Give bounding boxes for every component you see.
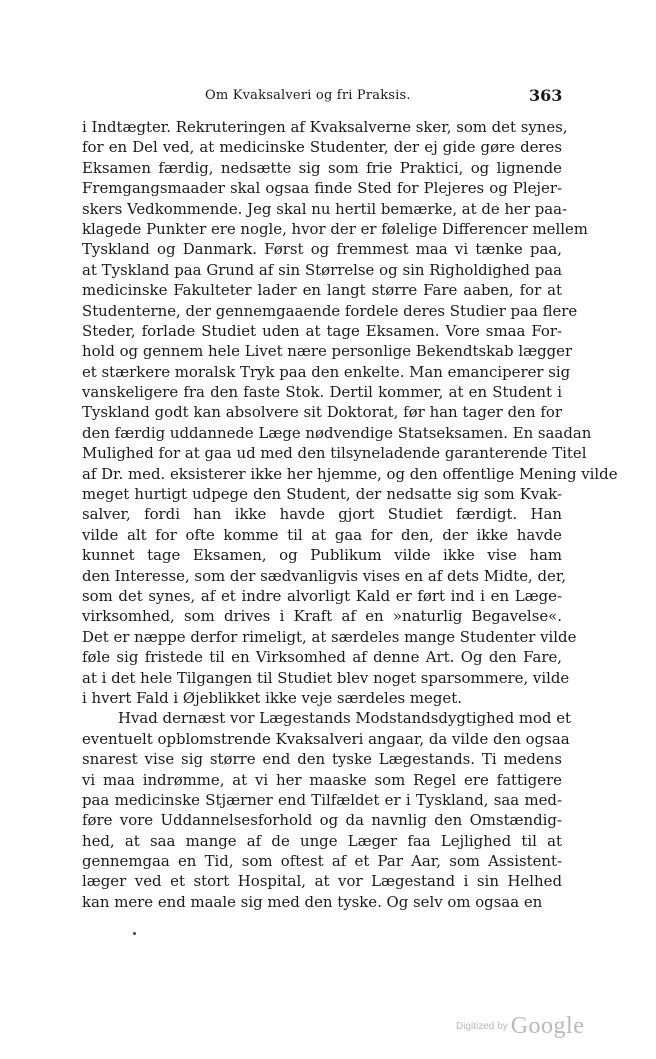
google-logo: Google <box>510 1013 585 1039</box>
text-line: føre vore Uddannelsesforhold og da navnlig den Omstændig- <box>82 811 562 830</box>
body-text <box>82 117 618 912</box>
text-line: medicinske Fakulteter lader en langt større Fare aaben, for at <box>82 281 562 300</box>
text-line: i hvert Fald i Øjeblikket ikke veje særdeles meget. <box>82 688 462 707</box>
text-line: Mulighed for at gaa ud med den tilsyneladende garanterende Titel <box>82 444 587 463</box>
text-line: kunnet tage Eksamen, og Publikum vilde ikke vise ham <box>82 546 562 565</box>
text-line: meget hurtigt udpege den Student, der nedsatte sig som Kvak- <box>82 485 562 504</box>
text-line: virksomhed, som drives i Kraft af en »naturlig Begavelse«. <box>82 607 562 626</box>
text-line: som det synes, af et indre alvorligt Kald er ført ind i en Læge- <box>82 586 562 605</box>
text-line: for en Del ved, at medicinske Studenter, der ej gide gøre deres <box>82 138 562 157</box>
text-line: eventuelt opblomstrende Kvaksalveri angaar, da vilde den ogsaa <box>82 729 570 748</box>
watermark-prefix: Digitized by <box>456 1021 508 1032</box>
text-line: Steder, forlade Studiet uden at tage Eksamen. Vore smaa For- <box>82 321 562 340</box>
text-line: læger ved et stort Hospital, at vor Lægestand i sin Helhed <box>82 872 562 891</box>
text-line: at i det hele Tilgangen til Studiet blev noget sparsommere, vilde <box>82 668 570 687</box>
text-line: Tyskland og Danmark. Først og fremmest maa vi tænke paa, <box>82 240 562 259</box>
text-line: klagede Punkter ere nogle, hvor der er følelige Differencer mellem <box>82 219 588 238</box>
text-line: i Indtægter. Rekruteringen af Kvaksalverne sker, som det synes, <box>82 118 568 136</box>
text-line: den Interesse, som der sædvanligvis vises en af dets Midte, der, <box>82 566 567 585</box>
text-line: den færdig uddannede Læge nødvendige Statseksamen. En saadan <box>82 423 592 442</box>
text-line: føle sig fristede til en Virksomhed af denne Art. Og den Fare, <box>82 648 562 667</box>
running-title: Om Kvaksalveri og fri Praksis. <box>205 88 411 103</box>
text-line: vanskeligere fra den faste Stok. Dertil kommer, at en Student i <box>82 383 562 402</box>
stray-mark <box>133 932 136 935</box>
text-line: Eksamen færdig, nedsætte sig som frie Praktici, og lignende <box>82 158 562 177</box>
text-line: Tyskland godt kan absolvere sit Doktorat, før han tager den for <box>82 403 562 422</box>
text-line: Fremgangsmaader skal ogsaa finde Sted for Plejeres og Plejer- <box>82 179 562 198</box>
text-line: gennemgaa en Tid, som oftest af et Par Aar, som Assistent- <box>82 852 562 871</box>
text-line: Det er næppe derfor rimeligt, at særdeles mange Studenter vilde <box>82 627 577 646</box>
text-line: Studenterne, der gennemgaaende fordele deres Studier paa flere <box>82 301 578 320</box>
text-line: Hvad dernæst vor Lægestands Modstandsdygtighed mod et <box>118 709 571 728</box>
text-line: at Tyskland paa Grund af sin Størrelse og sin Righoldighed paa <box>82 260 562 279</box>
text-line: et stærkere moralsk Tryk paa den enkelte. Man emanciperer sig <box>82 362 571 381</box>
text-line: hold og gennem hele Livet nære personlige Bekendtskab lægger <box>82 342 573 361</box>
text-line: vi maa indrømme, at vi her maaske som Regel ere fattigere <box>82 770 562 789</box>
text-line: snarest vise sig større end den tyske Lægestands. Ti medens <box>82 750 562 769</box>
text-line: hed, at saa mange af de unge Læger faa Lejlighed til at <box>82 831 562 850</box>
text-line: kan mere end maale sig med den tyske. Og selv om ogsaa en <box>82 892 543 911</box>
text-line: skers Vedkommende. Jeg skal nu hertil bemærke, at de her paa- <box>82 199 568 218</box>
text-line: paa medicinske Stjærner end Tilfældet er i Tyskland, saa med- <box>82 790 562 809</box>
text-line: vilde alt for ofte komme til at gaa for den, der ikke havde <box>82 525 562 544</box>
text-line: af Dr. med. eksisterer ikke her hjemme, og den offentlige Mening vilde <box>82 464 618 483</box>
text-line: salver, fordi han ikke havde gjort Studiet færdigt. Han <box>82 505 562 524</box>
digitized-by-google-watermark <box>456 1013 584 1040</box>
page-number: 363 <box>529 86 563 105</box>
